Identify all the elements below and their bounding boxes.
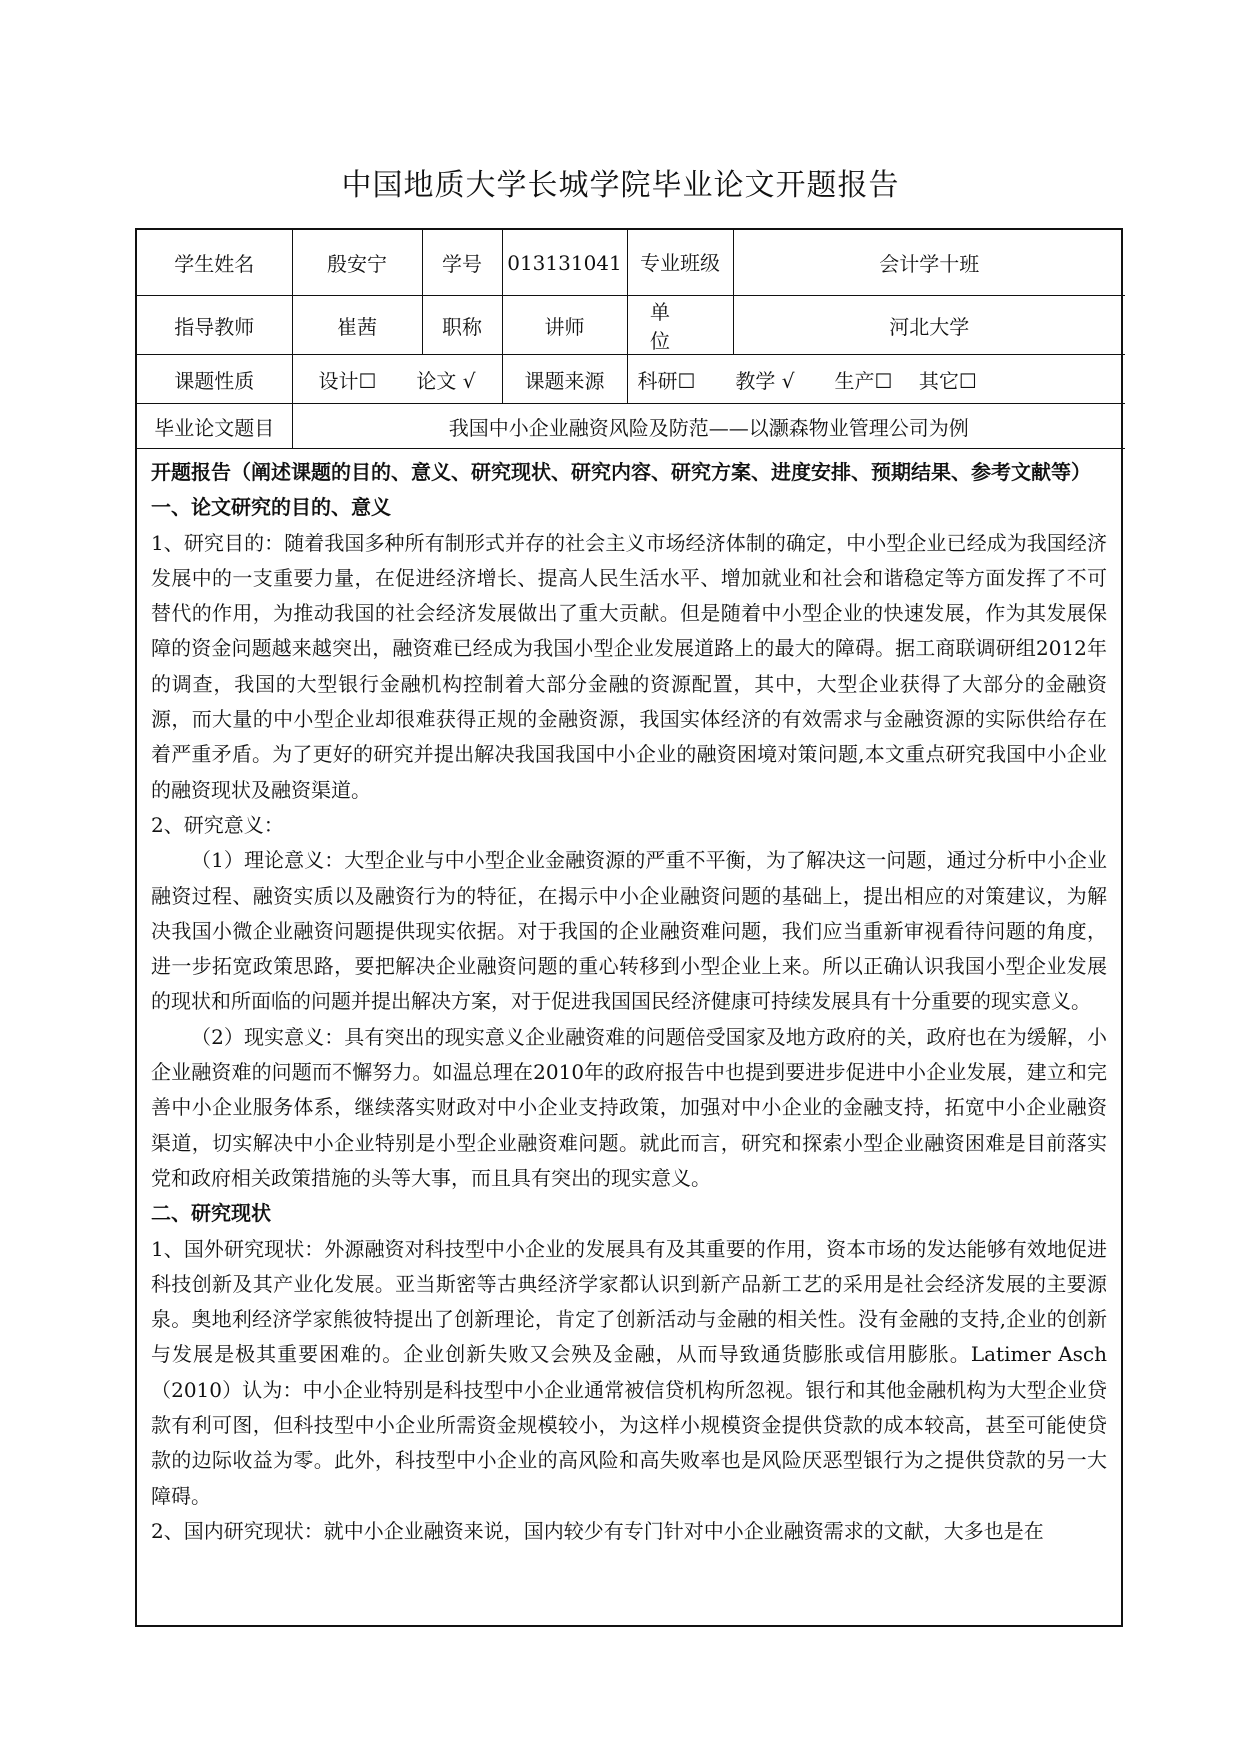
source-label: 课题来源 [502,355,627,404]
paragraph: 1、研究目的：随着我国多种所有制形式并存的社会主义市场经济体制的确定，中小型企业已经成为我国经济发展中的一支重要力量，在促进经济增长、提高人民生活水平、增加就业和社会和谐稳定等方面发挥了不可替代的作用，为推动我国的社会经济发展做出了重大贡献。但是随着中小型企业的快速发展，作为其发展保障的资金问题越来越突出，融资难已经成为我国小型企业发展道路上的最大的障碍。据工商联调研组2012年的调查，我国的大型银行金融机构控制着大部分金融的资源配置，其中，大型企业获得了大部分的金融资源，而大量的中小型企业却很难获得正规的金融资源，我国实体经济的有效需求与金融资源的实际供给存在着严重矛盾。为了更好的研究并提出解决我国我国中小企业的融资困境对策问题,本文重点研究我国中小企业的融资现状及融资渠道。 [151,530,1107,802]
section-heading: 二、研究现状 [151,1201,271,1226]
table-row [137,230,1125,296]
page-title: 中国地质大学长城学院毕业论文开题报告 [341,168,900,203]
report-form [135,228,1123,1627]
table-row [137,355,1125,404]
unit-label: 单 位 [627,296,733,355]
paragraph: （1）理论意义：大型企业与中小型企业金融资源的严重不平衡，为了解决这一问题，通过分析中小企业融资过程、融资实质以及融资行为的特征，在揭示中小企业融资问题的基础上，提出相应的对策建议，为解决我国小微企业融资问题提供现实依据。对于我国的企业融资难问题，我们应当重新审视看待问题的角度，进一步拓宽政策思路，要把解决企业融资问题的重心转移到小型企业上来。所以正确认识我国小型企业发展的现状和所面临的问题并提出解决方案，对于促进我国国民经济健康可持续发展具有十分重要的现实意义。 [151,848,1107,1014]
title-label: 职称 [422,296,502,355]
major-value: 会计学十班 [733,230,1125,296]
nature-options: 设计☐ 论文 √ [292,355,502,404]
paragraph: 1、国外研究现状：外源融资对科技型中小企业的发展具有及其重要的作用，资本市场的发达能够有效地促进科技创新及其产业化发展。亚当斯密等古典经济学家都认识到新产品新工艺的采用是社会经济发展的主要源泉。奥地利经济学家熊彼特提出了创新理论，肯定了创新活动与金融的相关性。没有金融的支持,企业的创新与发展是极其重要困难的。企业创新失败又会殃及金融，从而导致通货膨胀或信用膨胀。Latimer Asch（2010）认为：中小企业特别是科技型中小企业通常被信贷机构所忽视。银行和其他金融机构为大型企业贷款有利可图，但科技型中小企业所需资金规模较小，为这样小规模资金提供贷款的成本较高，甚至可能使贷款的边际收益为零。此外，科技型中小企业的高风险和高失败率也是风险厌恶型银行为之提供贷款的另一大障碍。 [151,1236,1107,1508]
table-row [137,296,1125,355]
major-label: 专业班级 [627,230,733,296]
advisor-value: 崔茜 [292,296,422,355]
paragraph: （2）现实意义：具有突出的现实意义企业融资难的问题倍受国家及地方政府的关，政府也在为缓解，小企业融资难的问题而不懈努力。如温总理在2010年的政府报告中也提到要进步促进中小企业发展，建立和完善中小企业服务体系，继续落实财政对中小企业支持政策，加强对中小企业的金融支持，拓宽中小企业融资渠道，切实解决中小企业特别是小型企业融资难问题。就此而言，研究和探索小型企业融资困难是目前落实党和政府相关政策措施的头等大事，而且具有突出的现实意义。 [151,1024,1107,1190]
student-name-value: 殷安宁 [292,230,422,296]
student-name-label: 学生姓名 [137,230,292,296]
student-id-label: 学号 [422,230,502,296]
thesis-title-label: 毕业论文题目 [137,404,292,449]
section-heading: 一、论文研究的目的、意义 [151,495,391,520]
nature-label: 课题性质 [137,355,292,404]
thesis-title-value: 我国中小企业融资风险及防范——以灏森物业管理公司为例 [292,404,1125,449]
source-options: 科研☐ 教学 √ 生产☐ 其它☐ [627,355,1125,404]
report-body [137,449,1121,1549]
unit-value: 河北大学 [733,296,1125,355]
report-heading: 开题报告（阐述课题的目的、意义、研究现状、研究内容、研究方案、进度安排、预期结果、参考文献等） [151,460,1091,484]
table-row [137,404,1125,449]
info-table [137,230,1125,449]
student-id-value: 013131041 [502,230,627,296]
advisor-label: 指导教师 [137,296,292,355]
paragraph: 2、国内研究现状：就中小企业融资来说，国内较少有专门针对中小企业融资需求的文献，大多也是在 [151,1518,1044,1543]
title-value: 讲师 [502,296,627,355]
paragraph: 2、研究意义： [151,812,284,837]
